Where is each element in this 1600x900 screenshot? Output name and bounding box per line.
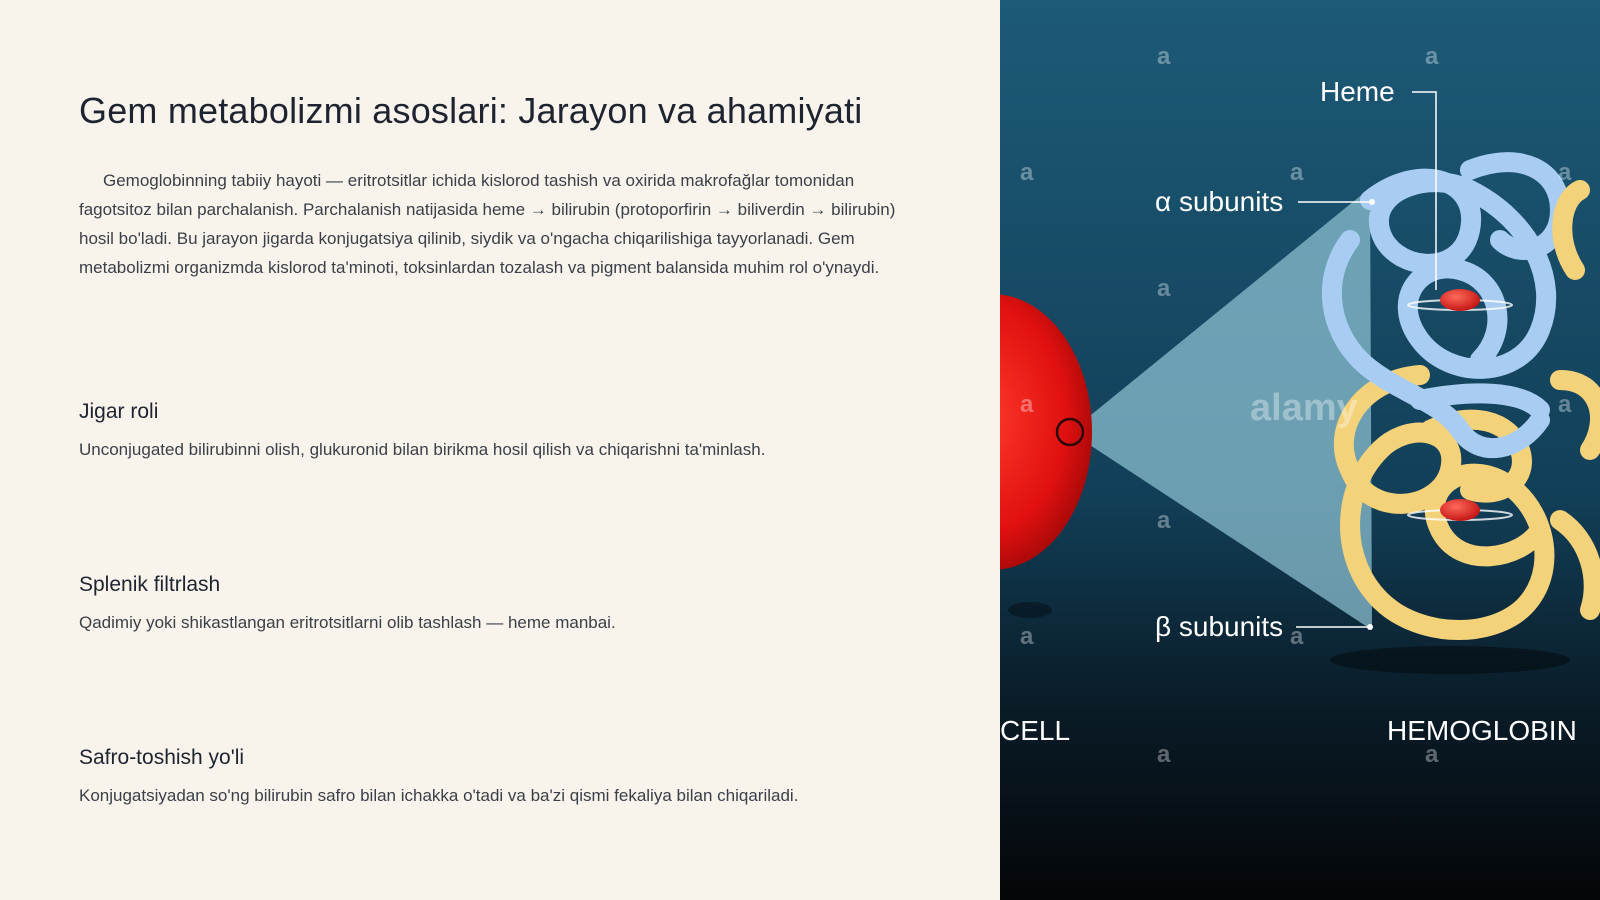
svg-text:a: a xyxy=(1425,741,1439,768)
beta-leader-dot xyxy=(1367,624,1373,630)
label-heme: Heme xyxy=(1320,76,1395,107)
label-alpha-subunits: α subunits xyxy=(1155,186,1284,217)
slide-title: Gem metabolizmi asoslari: Jarayon va ahamiyati xyxy=(79,90,863,131)
svg-text:a: a xyxy=(1020,391,1034,418)
intro-paragraph: Gemoglobinning tabiiy hayoti — eritrotsitlar ichida kislorod tashish va oxirida makrofağlar tomonidan fagotsitoz bilan parchalanish. Parchalanish natijasida heme → bilirubin (protoporfirin → biliverdin → bilirubin) hosil bo'ladi. Bu jarayon jigarda konjugatsiya qilinib, siydik va o'ngacha chiqarilishiga tayyorlanadi. Gem metabolizmi organizmda kislorod ta'minoti, toksinlardan tozalash va pigment balansida muhim rol o'ynaydi. xyxy=(79,171,896,277)
svg-text:a: a xyxy=(1290,623,1304,650)
svg-text:a: a xyxy=(1558,159,1572,186)
svg-text:a: a xyxy=(1157,741,1171,768)
svg-text:a: a xyxy=(1157,275,1171,302)
label-beta-subunits: β subunits xyxy=(1155,611,1284,642)
section-bile-pathway xyxy=(79,746,959,806)
label-hemoglobin: HEMOGLOBIN xyxy=(1387,715,1577,746)
hemoglobin-diagram xyxy=(1000,0,1600,900)
alpha-leader-dot xyxy=(1369,199,1375,205)
section-heading: Safro-toshish yo'li xyxy=(79,746,245,769)
svg-text:a: a xyxy=(1157,43,1171,70)
svg-text:a: a xyxy=(1425,43,1439,70)
svg-text:a: a xyxy=(1157,507,1171,534)
section-heading: Jigar roli xyxy=(79,400,159,423)
svg-text:a: a xyxy=(1020,159,1034,186)
svg-text:a: a xyxy=(1290,159,1304,186)
hemoglobin-illustration xyxy=(1000,0,1600,900)
section-text: Konjugatsiyadan so'ng bilirubin safro bilan ichakka o'tadi va ba'zi qismi fekaliya bilan chiqariladi. xyxy=(79,786,799,805)
label-cell: CELL xyxy=(1000,715,1071,746)
section-text: Qadimiy yoki shikastlangan eritrotsitlarni olib tashlash — heme manbai. xyxy=(79,613,616,632)
hemoglobin-shadow xyxy=(1330,646,1570,674)
svg-text:a: a xyxy=(1020,623,1034,650)
watermark-logo: alamy xyxy=(1250,387,1358,429)
section-text: Unconjugated bilirubinni olish, glukuronid bilan birikma hosil qilish va chiqarishni ta'minlash. xyxy=(79,440,766,459)
section-heading: Splenik filtrlash xyxy=(79,573,221,596)
section-splenic-filtration xyxy=(79,573,959,633)
svg-text:a: a xyxy=(1558,391,1572,418)
cell-shadow xyxy=(1008,602,1052,618)
section-liver-role xyxy=(79,400,959,460)
